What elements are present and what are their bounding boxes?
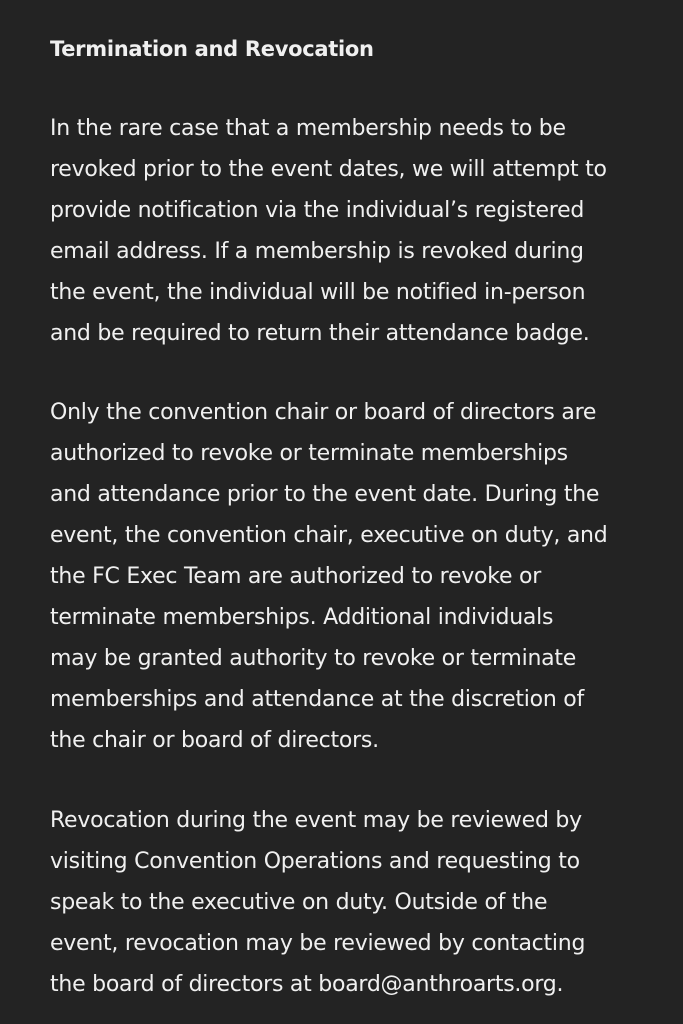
paragraph-line: the chair or board of directors. [50, 728, 379, 753]
paragraph-line: event, revocation may be reviewed by contacting [50, 931, 586, 956]
paragraph-line: revoked prior to the event dates, we will attempt to [50, 157, 607, 182]
paragraph-line: and be required to return their attendance badge. [50, 321, 590, 346]
paragraph-line: Only the convention chair or board of directors are [50, 400, 597, 425]
paragraph-line: In the rare case that a membership needs to be [50, 116, 566, 141]
paragraph-revocation-notice [50, 108, 607, 354]
paragraph-line: terminate memberships. Additional individuals [50, 605, 554, 630]
paragraph-line: Revocation during the event may be reviewed by [50, 808, 582, 833]
paragraph-line: event, the convention chair, executive on duty, and [50, 523, 608, 548]
paragraph-line: memberships and attendance at the discretion of [50, 687, 585, 712]
paragraph-line: may be granted authority to revoke or terminate [50, 646, 577, 671]
paragraph-line: speak to the executive on duty. Outside of the [50, 890, 548, 915]
paragraph-review [50, 800, 585, 1005]
paragraph-line: visiting Convention Operations and requesting to [50, 849, 580, 874]
paragraph-line: the board of directors at board@anthroarts.org. [50, 972, 564, 997]
paragraph-line: the FC Exec Team are authorized to revoke or [50, 564, 541, 589]
paragraph-line: authorized to revoke or terminate memberships [50, 441, 568, 466]
paragraph-line: and attendance prior to the event date. During the [50, 482, 600, 507]
paragraph-line: provide notification via the individual’s registered [50, 198, 585, 223]
section-heading: Termination and Revocation [50, 37, 374, 61]
paragraph-authority [50, 392, 607, 761]
paragraph-line: the event, the individual will be notified in-person [50, 280, 586, 305]
paragraph-line: email address. If a membership is revoked during [50, 239, 584, 264]
